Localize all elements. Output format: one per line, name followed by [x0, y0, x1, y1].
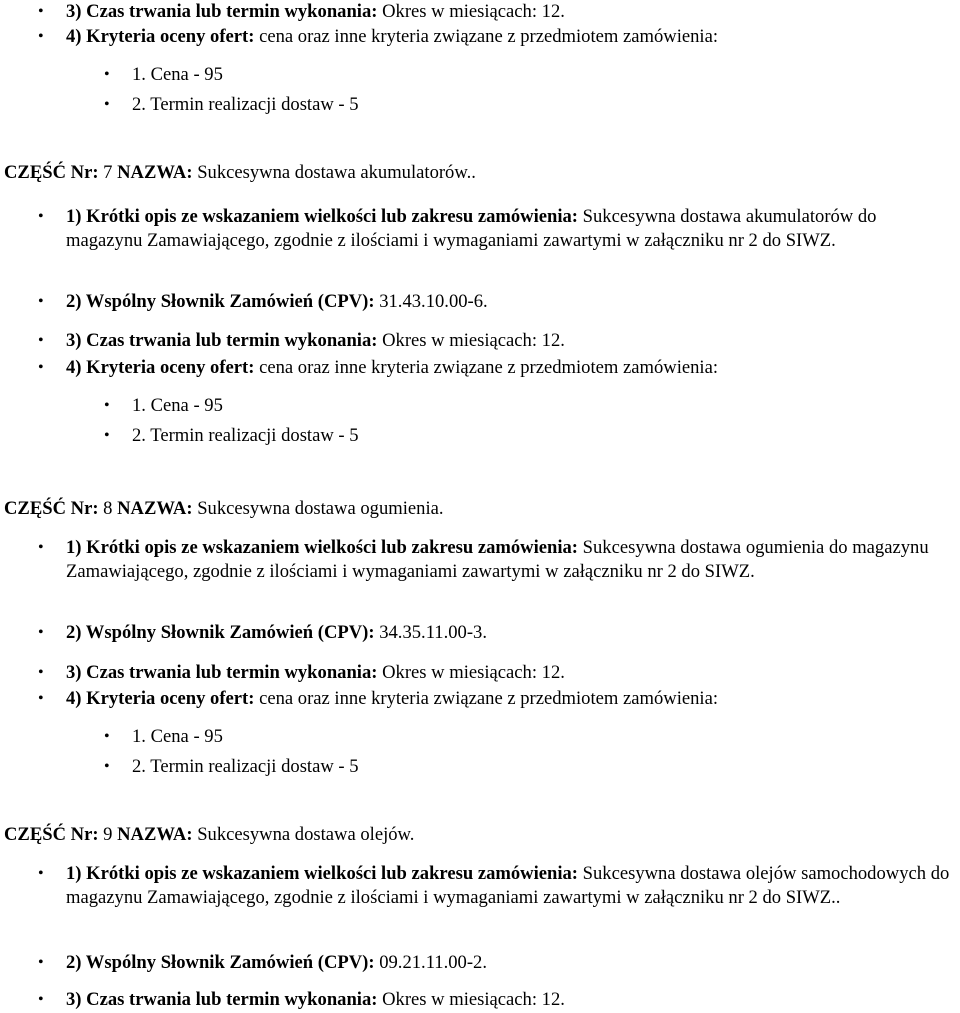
item-value: cena oraz inne kryteria związane z przedmiotem zamówienia:	[254, 26, 719, 47]
item-label: 3) Czas trwania lub termin wykonania:	[66, 1, 378, 22]
list-item: • 3) Czas trwania lub termin wykonania: Okres w miesiącach: 12.	[38, 989, 565, 1010]
list-item	[38, 25, 956, 49]
list-item: • 3) Czas trwania lub termin wykonania: Okres w miesiącach: 12.	[38, 662, 565, 683]
bullet: •	[104, 397, 110, 414]
bullet: •	[38, 865, 44, 882]
list-item: • 2) Wspólny Słownik Zamówień (CPV): 34.35.11.00-3.	[38, 622, 487, 643]
criteria-item: • 2. Termin realizacji dostaw - 5	[104, 756, 359, 777]
bullet: •	[38, 28, 44, 45]
bullet: •	[38, 991, 44, 1008]
list-item: • 3) Czas trwania lub termin wykonania: Okres w miesiącach: 12.	[38, 330, 565, 351]
criteria-item: • 1. Cena - 95	[104, 395, 223, 416]
list-item: • 4) Kryteria oceny ofert: cena oraz inne kryteria związane z przedmiotem zamówienia:	[38, 357, 719, 378]
bullet: •	[104, 427, 110, 444]
bullet: •	[38, 208, 44, 225]
bullet: •	[38, 664, 44, 681]
list-item: • 1) Krótki opis ze wskazaniem wielkości lub zakresu zamówienia: Sukcesywna dostawa akumulatorów do magazynu Zamawiającego, zgodnie z ilościami i wymaganiami zawartymi w załączniku nr 2 do SIWZ.	[38, 206, 877, 251]
list-item: • 2) Wspólny Słownik Zamówień (CPV): 09.21.11.00-2.	[38, 952, 487, 973]
bullet: •	[38, 332, 44, 349]
list-item: • 2) Wspólny Słownik Zamówień (CPV): 31.43.10.00-6.	[38, 291, 488, 312]
criteria-item: • 1. Cena - 95	[104, 64, 223, 85]
bullet: •	[104, 66, 110, 83]
part-heading: CZĘŚĆ Nr: 7 NAZWA: Sukcesywna dostawa akumulatorów..	[4, 162, 476, 183]
criteria-item: • 2. Termin realizacji dostaw - 5	[104, 425, 359, 446]
bullet: •	[38, 624, 44, 641]
bullet: •	[104, 728, 110, 745]
bullet: •	[38, 3, 44, 20]
bullet: •	[38, 690, 44, 707]
item-value: Okres w miesiącach: 12.	[377, 1, 565, 22]
bullet: •	[38, 539, 44, 556]
bullet: •	[38, 293, 44, 310]
part-heading: CZĘŚĆ Nr: 8 NAZWA: Sukcesywna dostawa ogumienia.	[4, 498, 444, 519]
bullet: •	[38, 359, 44, 376]
item-label: 4) Kryteria oceny ofert:	[66, 26, 255, 47]
bullet: •	[104, 758, 110, 775]
list-item	[38, 0, 956, 24]
part-heading: CZĘŚĆ Nr: 9 NAZWA: Sukcesywna dostawa olejów.	[4, 824, 415, 845]
bullet: •	[104, 96, 110, 113]
list-item: • 1) Krótki opis ze wskazaniem wielkości lub zakresu zamówienia: Sukcesywna dostawa olejów samochodowych do magazynu Zamawiającego, zgodnie z ilościami i wymaganiami zawartymi w załączniku nr 2 do SIWZ..	[38, 863, 950, 908]
list-item: • 4) Kryteria oceny ofert: cena oraz inne kryteria związane z przedmiotem zamówienia:	[38, 688, 719, 709]
criteria-item: • 1. Cena - 95	[104, 726, 223, 747]
criteria-item: • 2. Termin realizacji dostaw - 5	[104, 94, 359, 115]
list-item: • 1) Krótki opis ze wskazaniem wielkości lub zakresu zamówienia: Sukcesywna dostawa ogumienia do magazynu Zamawiającego, zgodnie z ilościami i wymaganiami zawartymi w załączniku nr 2 do SIWZ.	[38, 537, 929, 582]
bullet: •	[38, 954, 44, 971]
